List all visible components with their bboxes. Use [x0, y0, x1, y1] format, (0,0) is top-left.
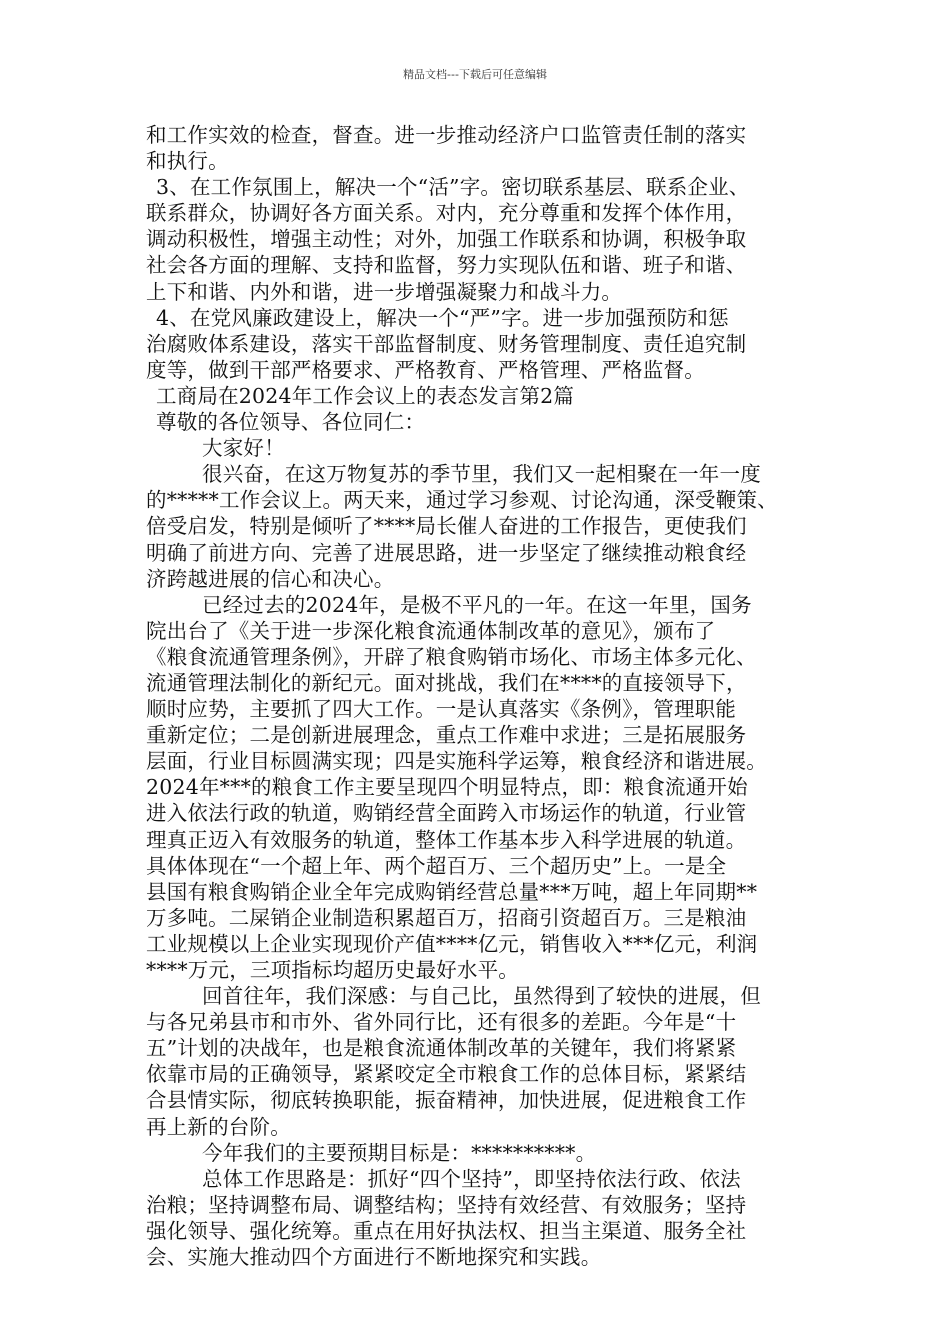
text-line: 2024年***的粮食工作主要呈现四个明显特点，即：粮食流通开始 [146, 775, 748, 800]
text-line: 调动积极性，增强主动性；对外，加强工作联系和协调，积极争取 [146, 227, 747, 252]
text-line: 院出台了《关于进一步深化粮食流通体制改革的意见》，颁布了 [146, 618, 716, 643]
text-line: 工商局在2024年工作会议上的表态发言第2篇 [156, 383, 575, 408]
text-line: 合县情实际，彻底转换职能，振奋精神，加快进展，促进粮食工作 [146, 1088, 747, 1113]
text-line: 倍受启发，特别是倾听了****局长催人奋进的工作报告，更使我们 [146, 514, 747, 539]
text-line: 五”计划的决战年，也是粮食流通体制改革的关键年，我们将紧紧 [146, 1036, 737, 1061]
text-line: 上下和谐、内外和谐，进一步增强凝聚力和战斗力。 [146, 279, 623, 304]
text-line: 流通管理法制化的新纪元。面对挑战，我们在****的直接领导下， [146, 670, 747, 695]
text-line: 重新定位；二是创新进展理念，重点工作难中求进；三是拓展服务 [146, 723, 747, 748]
text-line: 总体工作思路是：抓好“四个坚持”，即坚持依法行政、依法 [202, 1166, 741, 1191]
text-line: 理真正迈入有效服务的轨道，整体工作基本步入科学进展的轨道。 [146, 827, 747, 852]
text-line: 很兴奋，在这万物复苏的季节里，我们又一起相聚在一年一度 [202, 462, 761, 487]
text-line: 和执行。 [146, 149, 229, 174]
text-line: 回首往年，我们深感：与自己比，虽然得到了较快的进展，但 [202, 984, 761, 1009]
text-line: 具体体现在“一个超上年、两个超百万、三个超历史”上。一是全 [146, 853, 727, 878]
text-line: 度等，做到干部严格要求、严格教育、严格管理、严格监督。 [146, 357, 705, 382]
text-line: 大家好！ [202, 436, 285, 461]
text-line: 今年我们的主要预期目标是：**********。 [202, 1140, 597, 1165]
text-line: 的*****工作会议上。两天来，通过学习参观、讨论沟通，深受鞭策、 [146, 488, 778, 513]
document-body [146, 122, 808, 1270]
text-line: 工业规模以上企业实现现价产值****亿元，销售收入***亿元，利润 [146, 931, 758, 956]
text-line: 与各兄弟县市和市外、省外同行比，还有很多的差距。今年是“十 [146, 1010, 737, 1035]
text-line: 联系群众，协调好各方面关系。对内，充分尊重和发挥个体作用， [146, 201, 747, 226]
text-line: 济跨越进展的信心和决心。 [146, 566, 395, 591]
text-line: 进入依法行政的轨道，购销经营全面跨入市场运作的轨道，行业管 [146, 801, 747, 826]
text-line: 明确了前进方向、完善了进展思路，进一步坚定了继续推动粮食经 [146, 540, 747, 565]
text-line: 已经过去的2024年，是极不平凡的一年。在这一年里，国务 [202, 592, 752, 617]
text-line: ****万元，三项指标均超历史最好水平。 [146, 958, 519, 982]
text-line: 社会各方面的理解、支持和监督，努力实现队伍和谐、班子和谐、 [146, 253, 747, 278]
text-line: 依靠市局的正确领导，紧紧咬定全市粮食工作的总体目标，紧紧结 [146, 1062, 747, 1087]
text-line: 层面，行业目标圆满实现；四是实施科学运筹，粮食经济和谐进展。 [146, 749, 767, 774]
text-line: 治腐败体系建设，落实干部监督制度、财务管理制度、责任追究制 [146, 331, 747, 356]
text-line: 《粮食流通管理条例》，开辟了粮食购销市场化、市场主体多元化、 [146, 644, 757, 669]
text-line: 和工作实效的检查，督查。进一步推动经济户口监管责任制的落实 [146, 123, 747, 147]
text-line: 万多吨。二屎销企业制造积累超百万，招商引资超百万。三是粮油 [146, 905, 747, 930]
text-line: 3、在工作氛围上，解决一个“活”字。密切联系基层、联系企业、 [156, 175, 750, 200]
text-line: 尊敬的各位领导、各位同仁： [156, 410, 426, 435]
page-header: 精品文档---下载后可任意编辑 [403, 68, 547, 81]
text-line: 再上新的台阶。 [146, 1114, 291, 1139]
text-line: 4、在党风廉政建设上，解决一个“严”字。进一步加强预防和惩 [156, 305, 729, 330]
text-line: 顺时应势，主要抓了四大工作。一是认真落实《条例》，管理职能 [146, 697, 737, 722]
text-line: 会、实施大推动四个方面进行不断地探究和实践。 [146, 1245, 602, 1270]
text-line: 县国有粮食购销企业全年完成购销经营总量***万吨，超上年同期** [146, 879, 758, 904]
text-line: 治粮；坚持调整布局、调整结构；坚持有效经营、有效服务；坚持 [146, 1192, 747, 1217]
text-line: 强化领导、强化统筹。重点在用好执法权、担当主渠道、服务全社 [146, 1218, 747, 1243]
